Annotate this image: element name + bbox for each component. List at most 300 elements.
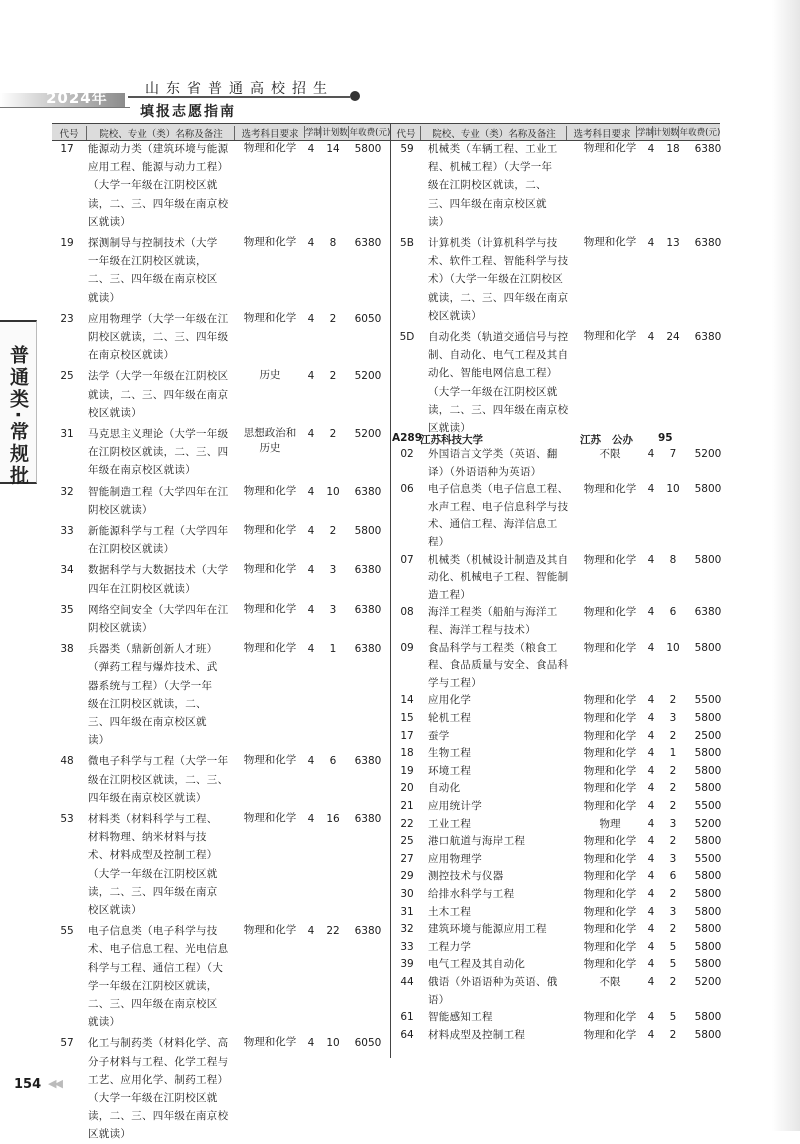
row-years: 4 <box>647 835 655 848</box>
row-subject-line: 物理和化学 <box>583 694 637 707</box>
row-plan: 2 <box>669 694 677 707</box>
row-years: 4 <box>647 923 655 936</box>
row-subject-line: 物理 <box>599 817 621 830</box>
row-years: 4 <box>647 747 655 760</box>
row-subjects <box>574 1027 646 1043</box>
row-years: 4 <box>647 1011 655 1024</box>
row-subjects <box>234 752 306 768</box>
row-subjects <box>574 481 646 497</box>
row-fee: 5200 <box>694 976 722 988</box>
row-code: 15 <box>400 712 414 724</box>
row-fee: 5500 <box>694 694 722 707</box>
row-code: 44 <box>400 976 414 988</box>
row-name <box>428 904 574 922</box>
row-name <box>428 234 574 325</box>
row-name <box>88 640 238 749</box>
header-rule-dot <box>350 91 360 101</box>
row-name-line: 学与工程） <box>428 676 482 689</box>
row-fee: 6380 <box>354 755 382 768</box>
row-subjects <box>574 851 646 867</box>
row-code: 30 <box>400 888 414 900</box>
row-name-line: 级在江阴校区就读，二、 <box>428 179 547 192</box>
row-name <box>428 328 574 437</box>
row-name-line: 分子材料与工程、化学工程与 <box>88 1055 229 1068</box>
row-name-line: 术、电子信息工程、光电信息 <box>88 943 229 956</box>
row-years: 4 <box>307 485 315 498</box>
row-subjects <box>574 833 646 849</box>
row-name-line: 动化、机械电子工程、智能制 <box>428 571 569 584</box>
row-subjects <box>234 234 306 250</box>
row-name-line: 应用化学 <box>428 694 472 707</box>
row-plan: 6 <box>669 870 677 883</box>
row-years: 4 <box>647 905 655 918</box>
row-code: 27 <box>400 852 414 865</box>
row-name-line: 智能制造工程（大学四年在江 <box>88 485 229 498</box>
row-plan: 3 <box>669 905 677 918</box>
row-fee: 5200 <box>354 428 382 440</box>
row-name-line: 学一年级在江阴校区就读， <box>88 979 218 992</box>
row-name <box>88 310 238 365</box>
row-name-line: 器系统与工程）（大学一年 <box>88 679 213 692</box>
row-name-line: 应用统计学 <box>428 800 482 812</box>
row-code: 61 <box>400 1011 414 1024</box>
row-name <box>428 552 574 605</box>
row-name-line: 程） <box>428 535 450 548</box>
row-subject-line: 物理和化学 <box>583 940 637 953</box>
row-subject-line: 物理和化学 <box>243 602 297 615</box>
row-name-line: 机械类（机械设计制造及其自 <box>428 553 569 566</box>
row-subject-line: 物理和化学 <box>243 524 297 536</box>
row-name-line: 工业工程 <box>428 817 472 830</box>
row-years: 4 <box>647 553 655 566</box>
row-fee: 5200 <box>354 370 382 383</box>
row-subject-line: 物理和化学 <box>243 754 297 767</box>
row-fee: 5800 <box>694 712 722 724</box>
row-code: 39 <box>400 958 414 971</box>
row-name <box>428 728 574 746</box>
row-name-line: 新能源科学与工程（大学四年 <box>88 525 229 537</box>
row-code: 5D <box>399 331 415 343</box>
row-subjects <box>234 640 306 656</box>
row-fee: 6380 <box>354 603 382 616</box>
row-name-line: 计算机类（计算机科学与技 <box>428 237 558 249</box>
row-code: 09 <box>400 641 414 654</box>
row-name-line: 给排水科学与工程 <box>428 888 515 900</box>
row-plan: 2 <box>329 312 337 325</box>
university-code: A289 <box>392 432 423 444</box>
header-year: 2024年 <box>46 89 108 107</box>
row-years: 4 <box>307 755 315 768</box>
row-years: 4 <box>647 606 655 619</box>
row-name-line: 阴校区就读） <box>88 622 153 634</box>
row-years: 4 <box>647 641 655 654</box>
row-fee: 5800 <box>694 905 722 918</box>
row-subjects <box>234 522 306 538</box>
row-name-line: 海洋工程类（船舶与海洋工 <box>428 606 558 619</box>
row-fee: 5800 <box>694 553 722 566</box>
row-code: 06 <box>400 483 414 496</box>
row-subjects <box>574 728 646 744</box>
row-fee: 6380 <box>354 564 382 577</box>
row-fee: 5800 <box>354 143 382 155</box>
row-plan: 2 <box>669 729 677 742</box>
row-name-line: 应用物理学（大学一年级在江 <box>88 312 229 325</box>
row-name-line: 读，二、三、四年级在南京校 <box>428 403 569 416</box>
row-subjects <box>234 922 306 938</box>
row-name-line: 读，二、三、四年级在南京校 <box>88 197 229 210</box>
row-name-line: （大学一年级在江阴校区就 <box>88 179 218 192</box>
row-name <box>88 425 238 480</box>
row-name-line: 建筑环境与能源应用工程 <box>428 923 547 936</box>
row-subjects <box>234 483 306 499</box>
row-years: 4 <box>647 712 655 724</box>
row-name-line: 蚕学 <box>428 729 450 742</box>
row-name <box>88 561 238 597</box>
row-name-line: 三、四年级在南京校区就 <box>88 716 207 728</box>
row-fee: 6050 <box>354 312 382 325</box>
row-code: 19 <box>400 764 414 777</box>
row-code: 02 <box>400 448 414 460</box>
row-name-line: 食品科学与工程类（粮食工 <box>428 641 558 654</box>
row-name-line: 水声工程、电子信息科学与技 <box>428 500 569 513</box>
row-name <box>428 692 574 710</box>
row-name-line: 在江阴校区就读，二、三、四 <box>88 446 229 459</box>
row-years: 4 <box>647 143 655 155</box>
row-subject-line: 物理和化学 <box>243 236 297 248</box>
row-subject-line: 物理和化学 <box>243 311 297 324</box>
row-subject-line: 物理和化学 <box>583 1011 637 1024</box>
row-plan: 2 <box>669 782 677 795</box>
row-plan: 10 <box>326 1037 340 1050</box>
row-subject-line: 物理和化学 <box>583 782 637 795</box>
row-name-line: 在南京校区就读） <box>88 349 175 362</box>
row-name-line: 电子信息类（电子科学与技 <box>88 925 218 938</box>
row-years: 4 <box>647 694 655 707</box>
row-years: 4 <box>307 603 315 616</box>
row-years: 4 <box>647 870 655 883</box>
row-subjects <box>234 561 306 577</box>
row-name-line: 材料成型及控制工程 <box>428 1028 526 1041</box>
row-plan: 10 <box>666 483 680 496</box>
row-name-line: 材料物理、纳米材料与技 <box>88 831 207 844</box>
row-subject-line: 物理和化学 <box>583 236 637 248</box>
row-name-line: 化工与制药类（材料化学、高 <box>88 1037 229 1050</box>
row-name-line: 就读） <box>88 1016 121 1029</box>
row-code: 22 <box>400 817 414 830</box>
row-name <box>428 886 574 904</box>
row-name-line: 区就读） <box>88 215 132 228</box>
page-arrows-icon: ◀◀ <box>48 1077 61 1090</box>
row-name-line: 语） <box>428 993 450 1006</box>
row-years: 4 <box>647 237 655 249</box>
row-subject-line: 物理和化学 <box>583 712 637 724</box>
row-plan: 2 <box>669 1028 677 1041</box>
row-name-line: 应用物理学 <box>428 852 482 865</box>
row-subjects <box>574 140 646 156</box>
row-subjects <box>234 425 306 456</box>
row-code: 17 <box>60 143 74 155</box>
row-fee: 6380 <box>694 237 722 249</box>
row-plan: 2 <box>669 976 677 988</box>
row-name-line: 程、海洋工程与技术） <box>428 623 536 636</box>
row-code: 31 <box>400 905 414 918</box>
row-name-line: 港口航道与海岸工程 <box>428 835 526 848</box>
row-subjects <box>574 745 646 761</box>
row-name-line: 自动化类（轨道交通信号与控 <box>428 331 569 343</box>
row-fee: 5800 <box>694 1028 722 1041</box>
row-plan: 13 <box>666 237 680 249</box>
header-subjects: 选考科目要求 <box>234 126 305 140</box>
row-name-line: 轮机工程 <box>428 712 472 724</box>
row-name-line: 术）（大学一年级在江阴校区 <box>428 273 564 286</box>
row-fee: 5800 <box>694 782 722 795</box>
row-years: 4 <box>307 428 315 440</box>
row-name-line: 级在江阴校区就读，二、 <box>88 697 207 710</box>
university-type: 公办 <box>612 434 633 446</box>
row-code: 32 <box>60 485 74 498</box>
row-code: 21 <box>400 800 414 812</box>
row-name-line: 工程力学 <box>428 940 472 953</box>
row-name-line: 三、四年级在南京校区就 <box>428 197 547 210</box>
row-name-line: 自动化 <box>428 782 461 795</box>
row-code: 19 <box>60 237 74 249</box>
row-years: 4 <box>647 800 655 812</box>
row-name-line: （大学一年级在江阴校区就 <box>88 867 218 880</box>
row-fee: 5800 <box>694 940 722 953</box>
row-plan: 3 <box>329 603 337 616</box>
university-location: 江苏 <box>580 434 601 446</box>
row-name <box>88 601 238 637</box>
row-plan: 14 <box>326 143 340 155</box>
row-subjects <box>574 798 646 814</box>
row-subject-line: 物理和化学 <box>583 747 637 760</box>
row-name-line: 程、食品质量与安全、食品科 <box>428 659 569 672</box>
row-fee: 5800 <box>694 958 722 971</box>
row-subjects <box>234 140 306 156</box>
row-subject-line: 思想政治和 <box>243 427 297 439</box>
row-name <box>428 921 574 939</box>
header-underline <box>0 107 130 108</box>
row-fee: 6380 <box>354 925 382 938</box>
row-name-line: （大学一年级在江阴校区就 <box>88 1092 218 1104</box>
row-plan: 6 <box>669 606 677 619</box>
row-fee: 6380 <box>694 606 722 619</box>
row-name-line: 数据科学与大数据技术（大学 <box>88 564 229 577</box>
row-subject-line: 物理和化学 <box>583 888 637 900</box>
row-subjects <box>234 1034 306 1050</box>
row-subject-line: 物理和化学 <box>583 729 637 742</box>
row-years: 4 <box>647 331 655 343</box>
row-plan: 8 <box>669 553 677 566</box>
row-name-line: 术、通信工程、海洋信息工 <box>428 518 558 531</box>
row-years: 4 <box>307 643 315 656</box>
row-subjects <box>574 974 646 990</box>
row-name-line: 二、三、四年级在南京校区 <box>88 998 218 1010</box>
row-plan: 22 <box>326 925 340 938</box>
row-years: 4 <box>647 1028 655 1041</box>
row-years: 4 <box>647 888 655 900</box>
row-name-line: 土木工程 <box>428 905 472 918</box>
row-name-line: 科学与工程、通信工程）（大 <box>88 961 224 974</box>
row-plan: 7 <box>669 448 677 460</box>
row-fee: 5500 <box>694 800 722 812</box>
row-name-line: 校区就读） <box>88 406 142 419</box>
row-name-line: 术、软件工程、智能科学与技 <box>428 255 569 268</box>
row-subjects <box>234 810 306 826</box>
row-name-line: 工艺、应用化学、制药工程） <box>88 1073 229 1086</box>
row-code: 31 <box>60 428 74 440</box>
row-name <box>428 851 574 869</box>
row-plan: 2 <box>329 428 337 440</box>
row-fee: 5800 <box>694 870 722 883</box>
row-name <box>428 640 574 693</box>
row-subject-line: 物理和化学 <box>583 923 637 936</box>
row-subjects <box>574 328 646 344</box>
row-name <box>88 522 238 558</box>
row-name <box>428 481 574 551</box>
row-subject-line: 历史 <box>259 369 281 382</box>
row-years: 4 <box>647 448 655 460</box>
header-fee: 年收费(元) <box>679 128 721 138</box>
row-name-line: 阴校区就读） <box>88 503 153 516</box>
row-subjects <box>574 763 646 779</box>
row-fee: 5800 <box>694 641 722 654</box>
row-code: 33 <box>60 525 74 537</box>
row-years: 4 <box>307 813 315 825</box>
row-name-line: 就读，二、三、四年级在南京 <box>428 291 569 304</box>
university-plan: 95 <box>658 432 673 444</box>
row-fee: 5800 <box>354 525 382 537</box>
row-name-line: 环境工程 <box>428 764 472 777</box>
row-name <box>428 939 574 957</box>
row-name-line: 读，二、三、四年级在南京 <box>88 885 218 898</box>
row-name-line: （大学一年级在江阴校区就 <box>428 385 558 398</box>
row-subjects <box>574 780 646 796</box>
row-fee: 2500 <box>694 729 722 742</box>
page-edge-shadow <box>772 0 800 1131</box>
row-subject-line: 不限 <box>599 448 621 460</box>
row-name-line: 电子信息类（电子信息工程、 <box>428 483 569 496</box>
row-name-line: 马克思主义理论（大学一年级 <box>88 428 229 440</box>
row-name-line: 造工程） <box>428 588 472 601</box>
row-plan: 1 <box>329 643 337 656</box>
row-name <box>428 710 574 728</box>
row-code: 5B <box>400 237 414 249</box>
row-code: 14 <box>400 694 414 707</box>
row-fee: 5800 <box>694 923 722 936</box>
row-name <box>428 1009 574 1027</box>
row-plan: 2 <box>329 525 337 537</box>
row-plan: 2 <box>669 800 677 812</box>
row-fee: 5800 <box>694 483 722 496</box>
row-plan: 2 <box>669 764 677 777</box>
row-subject-line: 物理和化学 <box>583 764 637 777</box>
row-name <box>428 956 574 974</box>
row-plan: 3 <box>329 564 337 577</box>
row-years: 4 <box>647 958 655 971</box>
row-subject-line: 物理和化学 <box>583 641 637 654</box>
row-subjects <box>234 310 306 326</box>
row-years: 4 <box>307 564 315 577</box>
row-subjects <box>574 956 646 972</box>
row-name-line: 阴校区就读，二、三、四年级 <box>88 331 229 343</box>
row-code: 20 <box>400 782 414 795</box>
row-name-line: 译）（外语语种为英语） <box>428 465 542 478</box>
row-plan: 6 <box>329 755 337 768</box>
row-name-line: 微电子科学与工程（大学一年 <box>88 755 229 768</box>
header-name: 院校、专业（类）名称及备注 <box>420 126 567 140</box>
row-plan: 3 <box>669 817 677 830</box>
row-name <box>88 752 238 807</box>
row-name <box>88 922 238 1031</box>
header-years: 学制 <box>637 128 655 138</box>
row-name <box>88 367 238 422</box>
row-name-line: 能源动力类（建筑环境与能源 <box>88 143 229 155</box>
row-name <box>428 868 574 886</box>
row-code: 18 <box>400 747 414 760</box>
row-fee: 5500 <box>694 852 722 865</box>
row-subject-line: 物理和化学 <box>243 642 297 655</box>
row-name <box>88 140 238 231</box>
row-years: 4 <box>307 237 315 249</box>
row-name-line: 区就读） <box>428 422 472 435</box>
row-subjects <box>574 939 646 955</box>
row-name-line: 材料类（材料科学与工程、 <box>88 813 218 825</box>
row-name-line: 读） <box>428 215 450 228</box>
row-subjects <box>574 816 646 832</box>
row-name <box>88 1034 238 1143</box>
row-plan: 8 <box>329 237 337 249</box>
row-fee: 6050 <box>354 1037 382 1050</box>
row-code: 07 <box>400 553 414 566</box>
row-plan: 3 <box>669 852 677 865</box>
row-name-line: （弹药工程与爆炸技术、武 <box>88 661 218 674</box>
row-code: 08 <box>400 606 414 619</box>
row-plan: 10 <box>666 641 680 654</box>
row-code: 53 <box>60 813 74 825</box>
row-name-line: 外国语言文学类（英语、翻 <box>428 448 558 460</box>
row-subject-line: 物理和化学 <box>243 812 297 824</box>
column-divider <box>390 123 391 1058</box>
row-plan: 2 <box>669 888 677 900</box>
row-subjects <box>574 234 646 250</box>
row-code: 32 <box>400 923 414 936</box>
row-name-line: 就读，二、三、四年级在南京 <box>88 388 229 401</box>
row-years: 4 <box>647 852 655 865</box>
row-plan: 5 <box>669 1011 677 1024</box>
row-plan: 10 <box>326 485 340 498</box>
row-name <box>428 816 574 834</box>
university-name: 江苏科技大学 <box>420 434 483 446</box>
row-name-line: 校区就读） <box>428 309 482 322</box>
row-name <box>88 234 238 307</box>
row-years: 4 <box>647 764 655 777</box>
row-code: 25 <box>60 370 74 383</box>
header-plan: 计划数 <box>320 126 349 138</box>
row-name <box>428 763 574 781</box>
left-table-header <box>52 123 390 141</box>
header-code: 代号 <box>396 129 416 140</box>
header-years: 学制 <box>305 128 323 138</box>
row-fee: 6380 <box>354 237 382 249</box>
row-code: 35 <box>60 603 74 616</box>
row-years: 4 <box>307 525 315 537</box>
row-name-line: 兵器类（鼎新创新人才班） <box>88 643 218 656</box>
row-subject-line: 物理和化学 <box>583 835 637 848</box>
row-code: 33 <box>400 940 414 953</box>
row-subjects <box>574 1009 646 1025</box>
row-subject-line: 历史 <box>259 442 281 454</box>
